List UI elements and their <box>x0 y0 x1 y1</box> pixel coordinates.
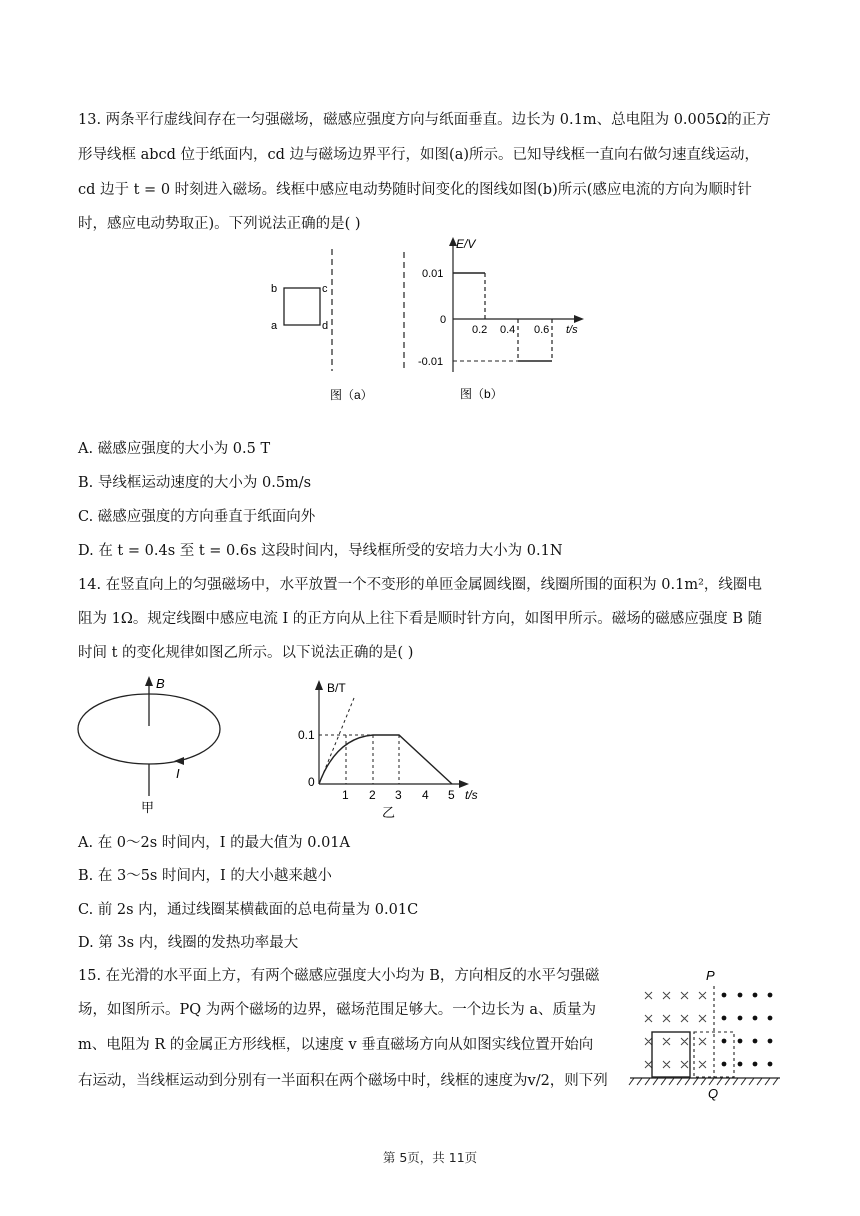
y-tick-pos: 0.01 <box>422 268 444 280</box>
q14-line-3: 时间 t 的变化规律如图乙所示。以下说法正确的是( ) <box>78 645 414 661</box>
q13-option-a: A. 磁感应强度的大小为 0.5 T <box>78 441 271 457</box>
page-footer: 第 5页，共 11页 <box>382 1150 478 1165</box>
q13-line-2: 形导线框 abcd 位于纸面内，cd 边与磁场边界平行，如图(a)所示。已知导线框一直向右做匀速直线运动， <box>78 147 760 163</box>
x-axis-label: t/s <box>465 788 478 802</box>
y-tick-neg: -0.01 <box>418 356 444 368</box>
x-tick-4: 4 <box>422 788 429 802</box>
corner-a: a <box>271 320 278 332</box>
q14-line-2: 阻为 1Ω。规定线圈中感应电流 I 的正方向从上往下看是顺时针方向，如图甲所示。磁场的磁感应强度 B 随 <box>78 611 763 627</box>
q14-figure-yi <box>296 676 496 822</box>
q14-option-d: D. 第 3s 内，线圈的发热功率最大 <box>78 935 299 951</box>
x-tick-0-2: 0.2 <box>472 324 488 336</box>
fig-b-caption: 图（b） <box>460 387 503 401</box>
x-tick-5: 5 <box>448 788 455 802</box>
q15-figure <box>628 964 784 1104</box>
yi-caption: 乙 <box>382 805 396 820</box>
q14-option-b: B. 在 3～5s 时间内，I 的大小越来越小 <box>78 868 332 884</box>
origin-label: 0 <box>308 775 315 789</box>
x-axis-label: t/s <box>566 324 578 336</box>
q13-line-3: cd 边于 t = 0 时刻进入磁场。线框中感应电动势随时间变化的图线如图(b)所示(感应电流的方向为顺时针 <box>78 182 752 198</box>
q14-option-c: C. 前 2s 内，通过线圈某横截面的总电荷量为 0.01C <box>78 902 419 918</box>
q13-line-4: 时，感应电动势取正)。下列说法正确的是( ) <box>78 216 361 232</box>
q13-option-c: C. 磁感应强度的方向垂直于纸面向外 <box>78 509 316 525</box>
x-tick-3: 3 <box>395 788 402 802</box>
q13-line-1: 13. 两条平行虚线间存在一匀强磁场，磁感应强度方向与纸面垂直。边长为 0.1m、总电阻为 0.005Ω的正方 <box>78 112 771 128</box>
q14-line-1: 14. 在竖直向上的匀强磁场中，水平放置一个不变形的单匝金属圆线圈，线圈所围的面积为 0.1m²，线圈电 <box>78 577 762 593</box>
jia-caption: 甲 <box>141 800 155 815</box>
y-axis-label: B/T <box>327 681 346 695</box>
x-tick-0-4: 0.4 <box>500 324 516 336</box>
q15-line-4: 右运动，当线框运动到分别有一半面积在两个磁场中时，线框的速度为v/2，则下列 <box>78 1073 608 1089</box>
x-tick-2: 2 <box>369 788 376 802</box>
corner-c: c <box>322 283 328 295</box>
q15-line-2: 场，如图所示。PQ 为两个磁场的边界，磁场范围足够大。一个边长为 a、质量为 <box>78 1002 597 1018</box>
q13-figure-a <box>260 245 380 405</box>
q13-figure-b <box>390 232 590 404</box>
fig-a-caption: 图（a） <box>330 388 373 402</box>
q15-line-1: 15. 在光滑的水平面上方，有两个磁感应强度大小均为 B，方向相反的水平匀强磁 <box>78 968 600 984</box>
x-tick-0-6: 0.6 <box>534 324 550 336</box>
q15-line-3: m、电阻为 R 的金属正方形线框，以速度 v 垂直磁场方向从如图实线位置开始向 <box>78 1037 594 1053</box>
i-label: I <box>176 766 180 781</box>
p-label: P <box>706 968 715 983</box>
y-axis-label: E/V <box>456 237 476 251</box>
q-label: Q <box>708 1086 719 1101</box>
y-tick-zero: 0 <box>440 314 447 326</box>
q14-figure-jia <box>74 672 234 820</box>
b-label: B <box>156 676 165 691</box>
q14-option-a: A. 在 0～2s 时间内，I 的最大值为 0.01A <box>78 835 351 851</box>
q13-option-b: B. 导线框运动速度的大小为 0.5m/s <box>78 475 312 491</box>
square-frame <box>284 288 320 325</box>
solid-frame <box>652 1032 690 1077</box>
x-tick-1: 1 <box>342 788 349 802</box>
corner-b: b <box>271 283 278 295</box>
corner-d: d <box>322 320 329 332</box>
q13-option-d: D. 在 t = 0.4s 至 t = 0.6s 这段时间内，导线框所受的安培力大小为 0.1N <box>78 543 563 559</box>
y-tick-0-1: 0.1 <box>298 728 315 742</box>
